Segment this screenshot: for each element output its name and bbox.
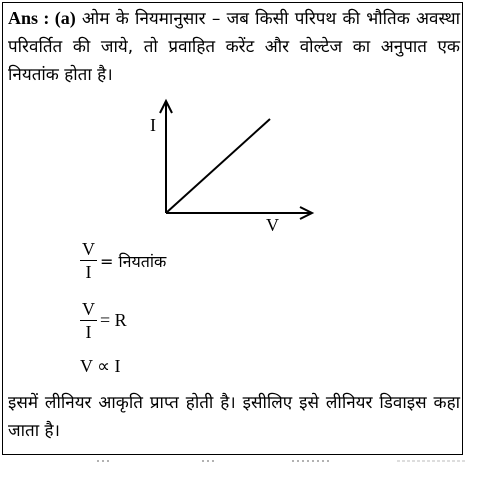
- answer-intro-text: ओम के नियमानुसार – जब किसी परिपथ की भौतिक अवस्था परिवर्तित की जाये, तो प्रवाहित करेंट और वोल्टेज का अनुपात एक नियतांक होता है।: [8, 9, 460, 85]
- denominator: I: [85, 262, 92, 282]
- fraction-v-over-i: [80, 238, 97, 283]
- x-axis-label: V: [266, 215, 279, 235]
- answer-paragraph: [8, 4, 460, 89]
- answer-label: Ans : (a): [8, 8, 76, 28]
- formula-resistance-rhs: = R: [100, 310, 127, 330]
- formula-resistance: [80, 298, 127, 343]
- conclusion-paragraph: इसमें लीनियर आकृति प्राप्त होती है। इसीलिए इसे लीनियर डिवाइस कहा जाता है।: [8, 393, 460, 441]
- vi-graph: [148, 95, 328, 235]
- formula-proportional: V ∝ I: [80, 356, 121, 376]
- fraction-v-over-i: [80, 298, 97, 343]
- numerator: V: [82, 299, 95, 319]
- formula-constant-rhs: = नियतांक: [100, 251, 167, 271]
- vi-line: [166, 119, 270, 213]
- numerator: V: [82, 239, 95, 259]
- denominator: I: [85, 322, 92, 342]
- y-axis-label: I: [150, 115, 156, 135]
- cut-off-text-line: [2, 458, 472, 464]
- formula-constant: [80, 238, 166, 283]
